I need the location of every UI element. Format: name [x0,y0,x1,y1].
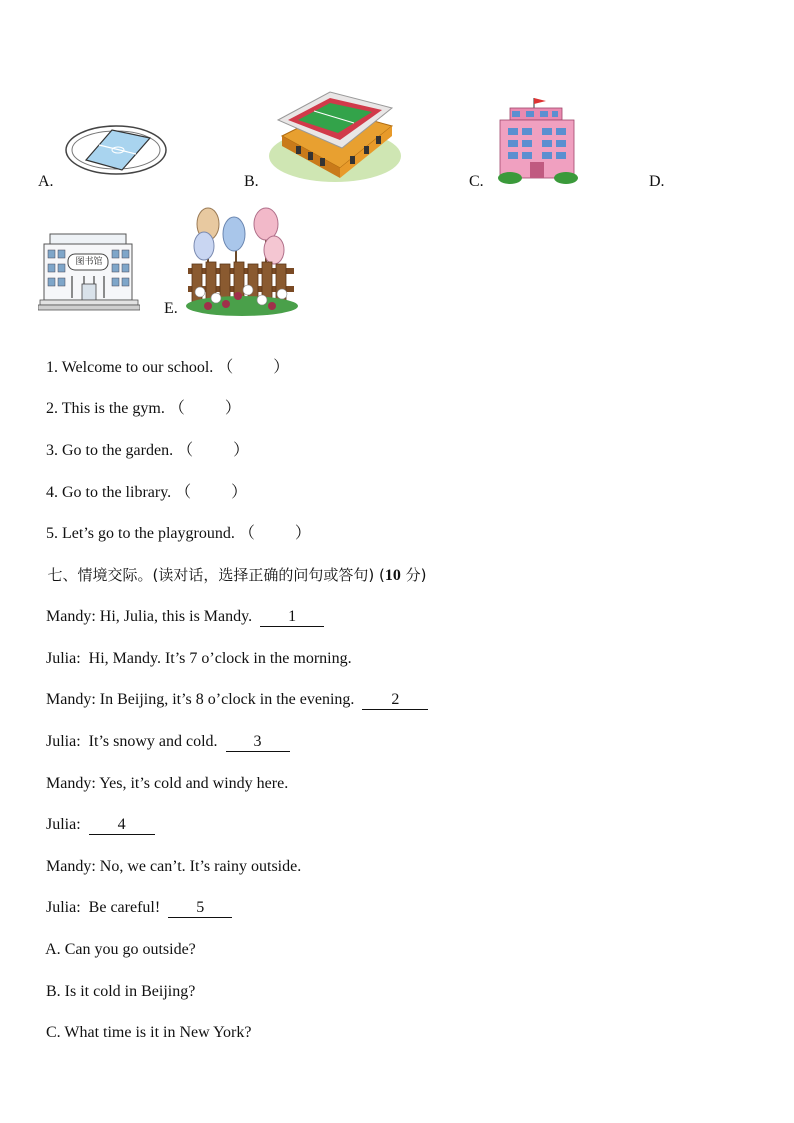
choice-c [38,1003,251,1043]
item-text: Go to the garden. [62,442,174,459]
option-e-label: E. [164,300,178,317]
matching-item-4 [38,463,247,503]
choice-text: Is it cold in Beijing? [64,983,196,1000]
choice-b [38,962,195,1002]
section-7-unit: 分) [405,566,427,584]
section-7-heading [38,545,427,586]
school-building-image [496,96,580,184]
playground-image [64,120,170,178]
item-number: 3. [46,442,58,459]
item-text: Go to the library. [62,484,172,501]
answer-paren-5[interactable]: （ ） [238,525,311,542]
speaker: Julia: [46,650,81,667]
library-sign: 图书馆 [75,257,103,267]
dialogue-line-8 [38,878,232,918]
choice-text: Can you go outside? [64,941,196,958]
speaker: Mandy: [46,858,96,875]
speaker: Julia: [46,733,81,750]
answer-paren-4[interactable]: （ ） [175,484,248,501]
option-d-label: D. [649,173,665,190]
matching-item-1 [38,338,289,378]
dialogue-line-5 [38,754,288,794]
answer-blank-2[interactable]: 2 [362,691,428,710]
library-building-image [38,232,140,312]
answer-blank-1[interactable]: 1 [260,608,324,627]
choice-text: What time is it in New York? [64,1024,252,1041]
item-text: This is the gym. [61,400,165,417]
matching-item-3 [38,421,249,461]
choice-a [38,920,196,960]
utterance: It’s snowy and cold. [88,733,218,750]
item-number: 2. [46,400,58,417]
item-text: Welcome to our school. [61,359,214,376]
utterance: Hi, Julia, this is Mandy. [99,608,253,625]
garden-image [186,206,298,316]
choice-letter: A. [45,941,61,958]
dialogue-line-1 [38,587,324,627]
speaker: Mandy: [46,775,96,792]
utterance: Be careful! [88,899,161,916]
item-text: Let’s go to the playground. [62,525,235,542]
utterance: In Beijing, it’s 8 o’clock in the evening. [99,691,355,708]
speaker: Julia: [46,816,81,833]
matching-item-2 [38,379,241,419]
dialogue-line-2 [38,629,352,669]
choice-letter: B. [46,983,61,1000]
dialogue-line-3 [38,670,428,710]
option-c-label: C. [469,173,484,190]
answer-blank-4[interactable]: 4 [89,816,155,835]
answer-blank-5[interactable]: 5 [168,899,232,918]
speaker: Julia: [46,899,81,916]
option-b-label: B. [244,173,259,190]
utterance: Yes, it’s cold and windy here. [99,775,289,792]
utterance: Hi, Mandy. It’s 7 o’clock in the morning. [88,650,352,667]
dialogue-line-6 [38,795,155,835]
item-number: 4. [46,484,58,501]
dialogue-line-4 [38,712,290,752]
matching-item-5 [38,504,311,544]
speaker: Mandy: [46,691,96,708]
section-7-points: 10 [384,567,401,584]
item-number: 1. [46,359,58,376]
option-a-label: A. [38,173,54,190]
answer-paren-1[interactable]: （ ） [217,359,290,376]
section-7-title: 七、情境交际。(读对话，选择正确的问句或答句) ( [47,566,385,584]
answer-paren-2[interactable]: （ ） [168,400,241,417]
answer-blank-3[interactable]: 3 [226,733,290,752]
dialogue-line-7 [38,837,301,877]
speaker: Mandy: [46,608,96,625]
item-number: 5. [46,525,58,542]
stadium-image [268,84,402,186]
answer-paren-3[interactable]: （ ） [177,442,250,459]
utterance: No, we can’t. It’s rainy outside. [99,858,302,875]
choice-letter: C. [46,1024,61,1041]
